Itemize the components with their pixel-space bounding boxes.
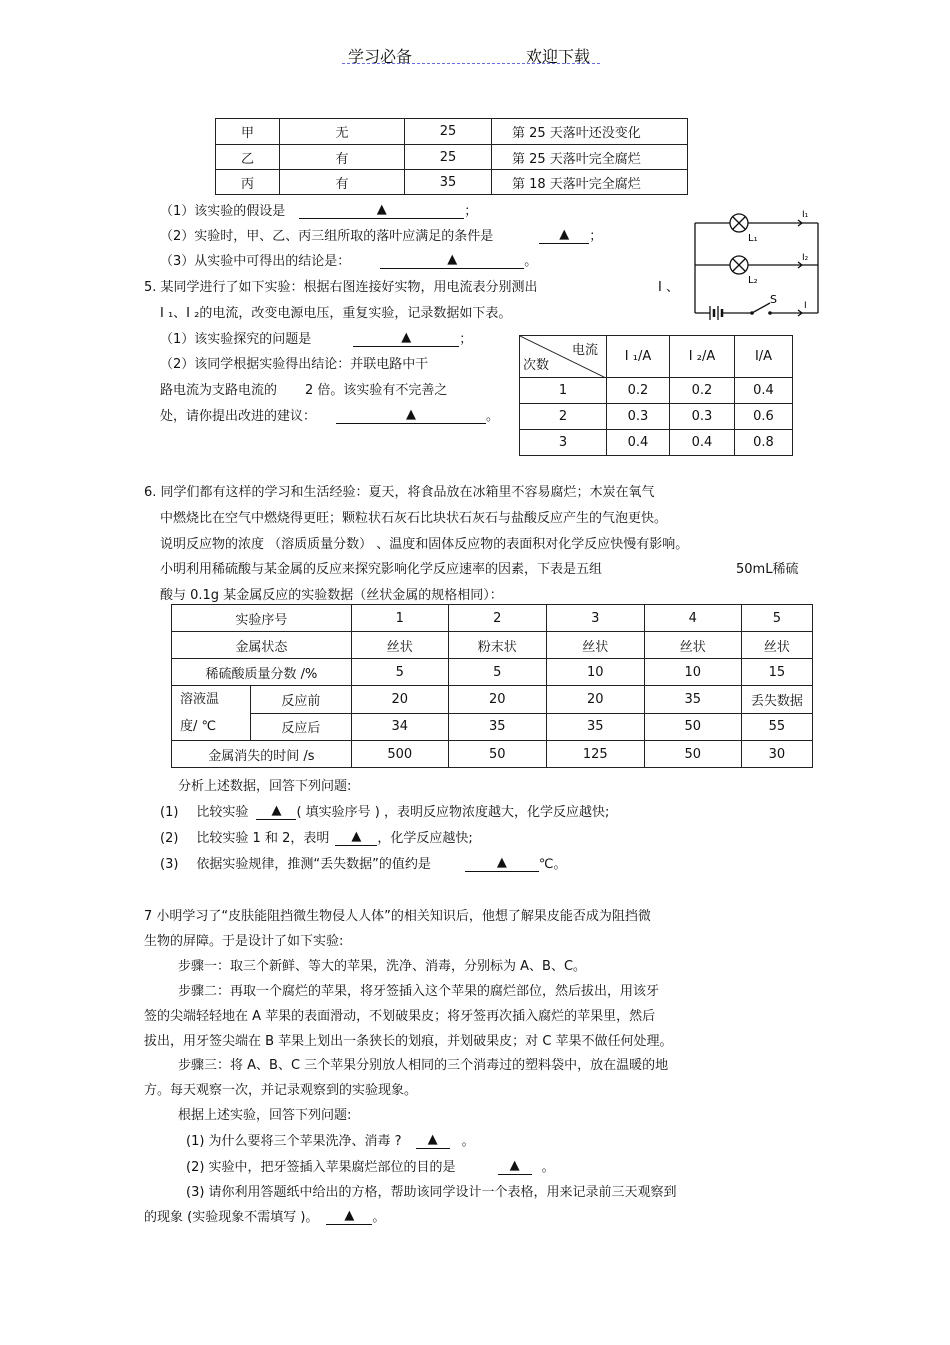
label-switch: S (770, 293, 777, 306)
q5-line2: I ₁、I ₂的电流，改变电源电压，重复实验，记录数据如下表。 (160, 306, 512, 321)
answer-blank[interactable]: ▲ (335, 829, 377, 846)
row-label: 金属状态 (172, 632, 352, 659)
q6-line5: 酸与 0.1g 某金属反应的实验数据（丝状金属的规格相同）： (160, 588, 503, 603)
leaf-group: 甲 (216, 119, 280, 145)
cell: 50 (448, 741, 546, 768)
cell: 3 (520, 430, 607, 456)
q6-line3: 说明反应物的浓度 （溶质质量分数） 、温度和固体反应物的表面积对化学反应快慢有影响。 (160, 537, 689, 552)
metal-table (171, 604, 813, 768)
cell: 500 (351, 741, 448, 768)
cell: 0.6 (735, 404, 793, 430)
label-l1: L₁ (748, 233, 758, 244)
header-right: 欢迎下载 (526, 47, 591, 66)
q7-line8: 方。每天观察一次，并记录观察到的实验现象。 (144, 1083, 418, 1098)
answer-blank[interactable]: ▲ (299, 202, 464, 219)
row-label: 稀硫酸质量分数 /% (172, 659, 352, 686)
cell: 35 (546, 713, 644, 741)
answer-blank[interactable]: ▲ (336, 407, 486, 424)
cell: 35 (644, 686, 741, 714)
cell: 0.8 (735, 430, 793, 456)
answer-blank[interactable]: ▲ (465, 855, 539, 872)
cell: 5 (351, 659, 448, 686)
q5-line3: （1）该实验探究的问题是 ▲ ； (160, 330, 473, 347)
cell: 20 (546, 686, 644, 714)
answer-blank[interactable]: ▲ (380, 252, 524, 269)
cell: 4 (644, 605, 741, 632)
cell: 0.3 (670, 404, 735, 430)
cell: 0.4 (735, 378, 793, 404)
q6-line2: 中燃烧比在空气中燃烧得更旺；颗粒状石灰石比块状石灰石与盐酸反应产生的气泡更快。 (160, 511, 668, 526)
q7-line2: 生物的屏障。于是设计了如下实验: (144, 934, 344, 949)
leaf-microbe: 有 (280, 170, 405, 195)
cell: 5 (741, 605, 812, 632)
col-header: I/A (735, 336, 793, 378)
current-table (519, 335, 793, 456)
cell: 50 (644, 713, 741, 741)
cell: 10 (644, 659, 741, 686)
q6-line4-end: 50mL稀硫 (736, 562, 799, 577)
row-label-temp: 溶液温 度/ ℃ (172, 686, 251, 741)
q7-line5: 签的尖端轻轻地在 A 苹果的表面滑动，不划破果皮；将牙签再次插入腐烂的苹果里，然后 (144, 1009, 656, 1024)
cell: 粉末状 (448, 632, 546, 659)
leaf-temp: 35 (405, 170, 492, 195)
q4-line3: （3）从实验中可得出的结论是： ▲ 。 (160, 252, 538, 269)
q5-line1-end: I 、 (658, 280, 679, 295)
leaf-temp: 25 (405, 145, 492, 170)
cell: 125 (546, 741, 644, 768)
cell: 丝状 (351, 632, 448, 659)
cell: 0.3 (607, 404, 670, 430)
cell: 丝状 (741, 632, 812, 659)
row-label: 反应后 (251, 713, 352, 741)
leaf-temp: 25 (405, 119, 492, 145)
cell: 0.2 (670, 378, 735, 404)
leaf-group: 丙 (216, 170, 280, 195)
q7-step2: 步骤二：再取一个腐烂的苹果，将牙签插入这个苹果的腐烂部位，然后拔出，用该牙 (178, 984, 660, 999)
q6-answer2: (2) 比较实验 1 和 2，表明 ▲ ，化学反应越快; (160, 829, 473, 846)
leaf-microbe: 无 (280, 119, 405, 145)
cell: 10 (546, 659, 644, 686)
col-header: I ₁/A (607, 336, 670, 378)
q7-line9: 根据上述实验，回答下列问题: (178, 1108, 352, 1123)
q6-line4: 小明利用稀硫酸与某金属的反应来探究影响化学反应速率的因素，下表是五组 (160, 562, 603, 577)
row-label: 金属消失的时间 /s (172, 741, 352, 768)
q7-step3: 步骤三：将 A、B、C 三个苹果分别放人相同的三个消毒过的塑料袋中，放在温暖的地 (178, 1058, 669, 1073)
corner-cell (520, 336, 607, 378)
q6-answer3: (3) 依据实验规律，推测“丢失数据”的值约是 ▲ ℃。 (160, 855, 567, 872)
answer-blank[interactable]: ▲ (539, 227, 589, 244)
label-i: I (804, 301, 807, 311)
q7-line1: 7 小明学习了“皮肤能阻挡微生物侵人人体”的相关知识后，他想了解果皮能否成为阻挡微 (144, 909, 651, 924)
q7-line6: 拔出，用牙签尖端在 B 苹果上划出一条狭长的划痕，并划破果皮；对 C 苹果不做任何处理。 (144, 1034, 673, 1049)
cell: 1 (520, 378, 607, 404)
q5-line1: 5. 某同学进行了如下实验：根据右图连接好实物，用电流表分别测出 (144, 280, 538, 295)
q7-answer1: (1) 为什么要将三个苹果洗净、消毒 ? ▲ 。 (186, 1132, 475, 1149)
cell: 2 (448, 605, 546, 632)
q6-line1: 6. 同学们都有这样的学习和生活经验：夏天，将食品放在冰箱里不容易腐烂；木炭在氧气 (144, 485, 655, 500)
cell: 20 (351, 686, 448, 714)
cell: 35 (448, 713, 546, 741)
cell: 丢失数据 (741, 686, 812, 714)
cell: 1 (351, 605, 448, 632)
label-i1: I₁ (802, 210, 809, 220)
cell: 2 (520, 404, 607, 430)
answer-blank[interactable]: ▲ (256, 803, 296, 820)
circuit-diagram (690, 205, 825, 320)
cell: 15 (741, 659, 812, 686)
cell: 3 (546, 605, 644, 632)
cell: 20 (448, 686, 546, 714)
q6-answer1: (1) 比较实验 ▲ ( 填实验序号 ) ，表明反应物浓度越大，化学反应越快; (160, 803, 610, 820)
cell: 55 (741, 713, 812, 741)
cell: 0.4 (670, 430, 735, 456)
q7-answer3: (3) 请你利用答题纸中给出的方格，帮助该同学设计一个表格，用来记录前三天观察到 (186, 1185, 677, 1200)
q7-step1: 步骤一：取三个新鲜、等大的苹果，洗净、消毒，分别标为 A、B、C。 (178, 959, 587, 974)
q6-analysis: 分析上述数据，回答下列问题: (178, 779, 352, 794)
leaf-result: 第 18 天落叶完全腐烂 (492, 170, 688, 195)
q7-answer3-cont: 的现象 (实验现象不需填写 )。 ▲ 。 (144, 1208, 386, 1225)
q5-line4: （2）该同学根据实验得出结论：并联电路中干 (160, 357, 429, 372)
label-l2: L₂ (748, 275, 758, 286)
cell: 0.2 (607, 378, 670, 404)
leaf-table (215, 118, 688, 195)
leaf-microbe: 有 (280, 145, 405, 170)
corner-top-label: 电流 (571, 343, 598, 358)
leaf-group: 乙 (216, 145, 280, 170)
q4-line1: （1）该实验的假设是 ▲ ； (160, 202, 478, 219)
answer-blank[interactable]: ▲ (353, 330, 459, 347)
leaf-result: 第 25 天落叶完全腐烂 (492, 145, 688, 170)
answer-blank[interactable]: ▲ (326, 1208, 372, 1225)
leaf-result: 第 25 天落叶还没变化 (492, 119, 688, 145)
cell: 丝状 (644, 632, 741, 659)
col-header: I ₂/A (670, 336, 735, 378)
q5-line6: 处，请你提出改进的建议： ▲ 。 (160, 407, 500, 424)
cell: 34 (351, 713, 448, 741)
cell: 50 (644, 741, 741, 768)
cell: 0.4 (607, 430, 670, 456)
cell: 30 (741, 741, 812, 768)
q4-line2: （2）实验时，甲、乙、丙三组所取的落叶应满足的条件是 ▲ ； (160, 227, 603, 244)
label-i2: I₂ (802, 253, 809, 263)
corner-bottom-label: 次数 (523, 358, 550, 373)
cell: 5 (448, 659, 546, 686)
q7-answer2: (2) 实验中，把牙签插入苹果腐烂部位的目的是 ▲ 。 (186, 1158, 555, 1175)
header-divider (342, 63, 600, 64)
row-label: 反应前 (251, 686, 352, 714)
row-label: 实验序号 (172, 605, 352, 632)
cell: 丝状 (546, 632, 644, 659)
q5-line5: 路电流为支路电流的 2 倍。该实验有不完善之 (160, 383, 448, 398)
header-left: 学习必备 (348, 47, 413, 66)
answer-blank[interactable]: ▲ (416, 1132, 450, 1149)
answer-blank[interactable]: ▲ (498, 1158, 532, 1175)
